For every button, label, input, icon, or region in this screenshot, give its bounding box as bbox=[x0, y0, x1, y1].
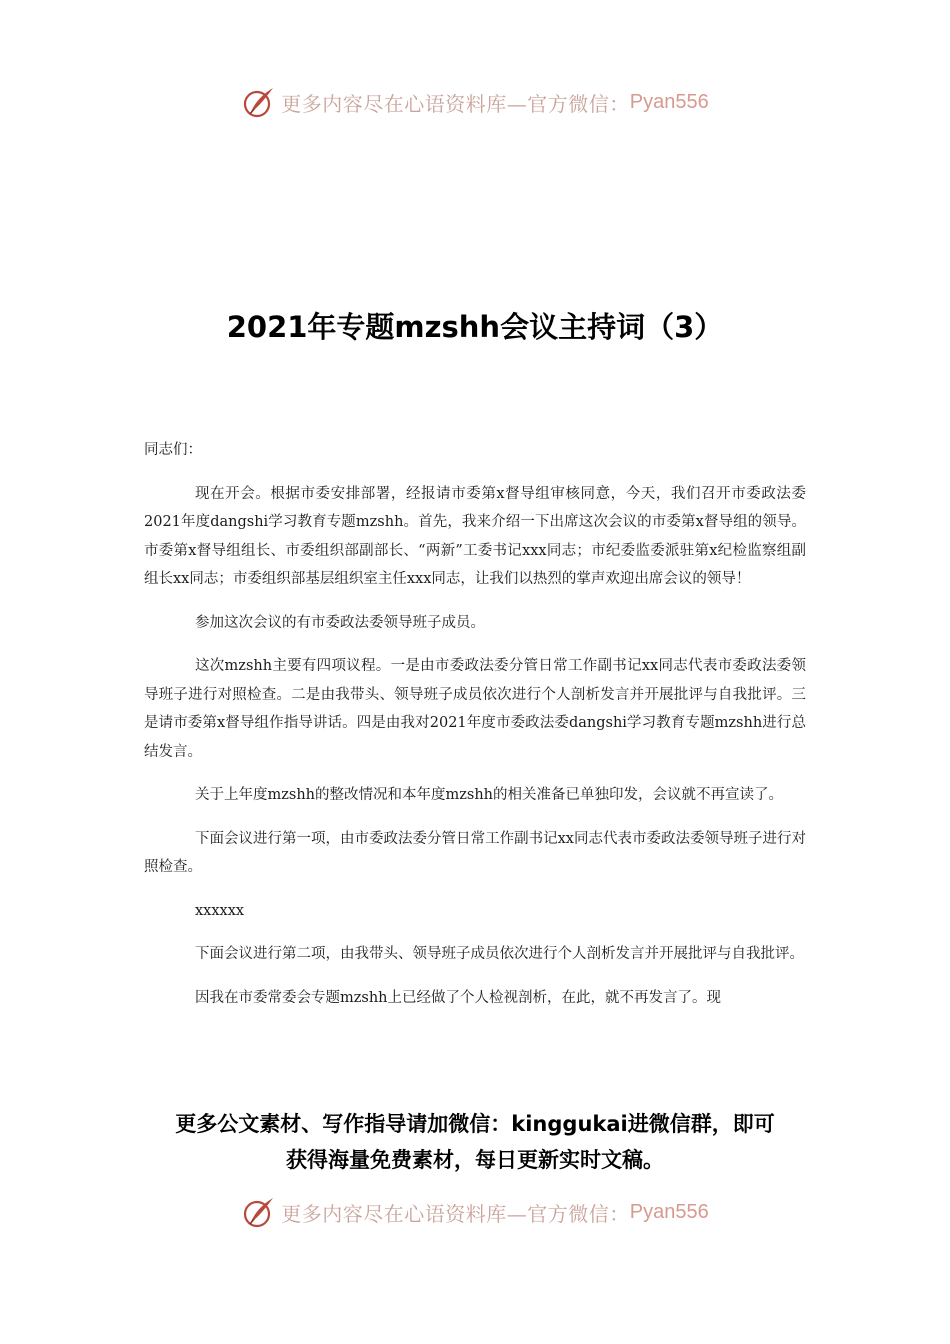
promo-notice bbox=[0, 1106, 950, 1178]
watermark-wechat-id: Pyan556 bbox=[629, 1200, 709, 1223]
watermark-text: 更多内容尽在心语资料库—官方微信： bbox=[281, 1201, 630, 1226]
paragraph: 参加这次会议的有市委政法委领导班子成员。 bbox=[195, 614, 485, 631]
salutation: 同志们： bbox=[144, 442, 202, 458]
paragraph: 这次mzshh主要有四项议程。一是由市委政法委分管日常工作副书记xx同志代表市委政法委领导班子进行对照检查。二是由我带头、领导班子成员依次进行个人剖析发言并开展批评与自我批评。三是请市委第x督导组作指导讲话。四是由我对2021年度市委政法委dangshi学习教育专题mzshh进行总结发言。 bbox=[144, 658, 806, 760]
footer-watermark-banner bbox=[0, 1192, 950, 1232]
document-body bbox=[144, 436, 806, 1027]
paragraph: 现在开会。根据市委安排部署，经报请市委第x督导组审核同意，今天，我们召开市委政法委2021年度dangshi学习教育专题mzshh。首先，我来介绍一下出席这次会议的市委第x督导组的领导。市委第x督导组组长、市委组织部副部长、“两新”工委书记xxx同志；市纪委监委派驻第x纪检监察组副组长xx同志；市委组织部基层组织室主任xxx同志，让我们以热烈的掌声欢迎出席会议的领导！ bbox=[144, 485, 806, 587]
header-watermark-banner bbox=[0, 82, 950, 122]
paragraph: 下面会议进行第一项，由市委政法委分管日常工作副书记xx同志代表市委政法委领导班子进行对照检查。 bbox=[144, 830, 806, 875]
paragraph: 关于上年度mzshh的整改情况和本年度mzshh的相关准备已单独印发，会议就不再宣读了。 bbox=[195, 787, 784, 803]
paragraph: 因我在市委常委会专题mzshh上已经做了个人检视剖析，在此，就不再发言了。现 bbox=[195, 989, 722, 1006]
watermark-text: 更多内容尽在心语资料库—官方微信： bbox=[281, 91, 630, 116]
quill-logo-icon bbox=[241, 84, 277, 120]
promo-line: 更多公文素材、写作指导请加微信：kinggukai进微信群，即可 bbox=[175, 1112, 775, 1136]
watermark-wechat-id: Pyan556 bbox=[629, 90, 709, 113]
paragraph: 下面会议进行第二项，由我带头、领导班子成员依次进行个人剖析发言并开展批评与自我批评。 bbox=[195, 946, 804, 962]
promo-line: 获得海量免费素材，每日更新实时文稿。 bbox=[286, 1148, 664, 1172]
quill-logo-icon bbox=[241, 1194, 277, 1230]
document-title: 2021年专题mzshh会议主持词（3） bbox=[226, 310, 724, 344]
paragraph: xxxxxx bbox=[195, 902, 245, 919]
